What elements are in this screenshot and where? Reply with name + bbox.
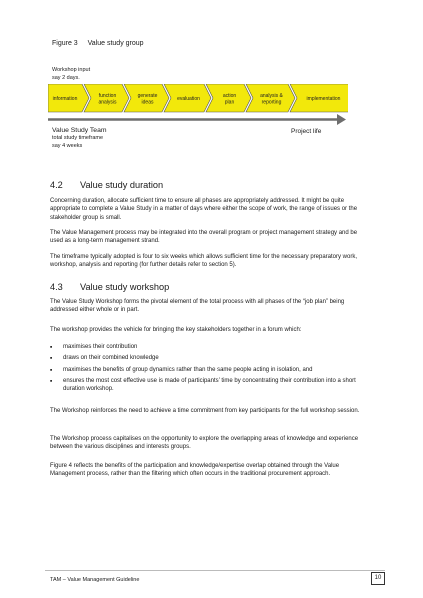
phase-label: plan [224,99,235,106]
phase-label: evaluation [177,96,200,102]
workshop-input-note [52,66,90,82]
benefits-list [50,343,362,396]
paragraph: The Workshop process capitalises on the opportunity to explore the overlapping areas of knowledge and experience between the various disciplines and interests groups. [50,436,359,451]
phase-label: analysis [98,99,117,106]
value-study-team-label [52,126,107,150]
list-item: ■ ensures the most cost effective use is made of participants’ time by concentrating their contribution into a short duration workshop. [50,377,362,394]
paragraph: The Workshop reinforces the need to achieve a time commitment from key participants for the full workshop session. [50,408,360,414]
paragraph: The timeframe typically adopted is four to six weeks which allows sufficient time for the necessary preparatory work, workshop, analysis and reporting (for further details refer to section 5). [50,254,358,269]
paragraph: Figure 4 reflects the benefits of the participation and knowledge/expertise overlap obtained through the Value Management process, rather than the filtering which often occurs in the traditional procurement approach. [50,463,340,478]
phase-label: reporting [261,99,282,106]
workshop-input-line: Workshop input [52,67,91,73]
phase-label: action [222,92,237,99]
project-life-arrow-head [337,114,346,125]
paragraph: The Value Management process may be integrated into the overall program or project management strategy and be used as a long-term management strand. [50,230,358,245]
team-sub-line: say 4 weeks [52,142,83,149]
section-title: Value study duration [80,180,164,190]
list-item: ■ maximises the benefits of group dynamics rather than the same people acting in isolation, and [50,366,362,374]
phase-label: implementation [306,96,341,102]
list-item: ■ draws on their combined knowledge [50,354,362,362]
list-item: ■ maximises their contribution [50,343,362,351]
phase-label: generate [137,92,158,99]
paragraph: The workshop provides the vehicle for bringing the key stakeholders together in a forum which: [50,327,302,333]
team-title: Value Study Team [52,127,107,134]
phase-label: analysis & [260,92,283,99]
section-heading-4-3 [50,282,169,292]
figure-caption [52,40,144,47]
paragraph: The Value Study Workshop forms the pivotal element of the total process with all phases of the “job plan” being addressed either whole or in part. [50,299,345,314]
section-number: 4.2 [50,180,63,190]
section-number: 4.3 [50,282,63,292]
page-number: 10 [371,572,385,585]
team-sub-line: total study timeframe [52,135,104,141]
figure-number: Figure 3 [52,40,78,47]
section-heading-4-2 [50,180,163,190]
section-title: Value study workshop [80,282,170,292]
paragraph: Concerning duration, allocate sufficient time to ensure all phases are appropriately addressed. It might be quite appropriate to complete a Value Study in a matter of days where either the scope of work, the range of issues or the stakeholder group is small. [50,198,358,221]
footer-rule [45,570,385,571]
phase-label: ideas [141,99,154,106]
figure-title: Value study group [87,40,144,47]
footer-text: TAM – Value Management Guideline [50,577,140,583]
phase-label: information [52,96,78,102]
workshop-input-line: say 2 days. [52,75,80,81]
project-life-label: Project life [291,128,322,135]
phase-label: function [98,92,117,99]
